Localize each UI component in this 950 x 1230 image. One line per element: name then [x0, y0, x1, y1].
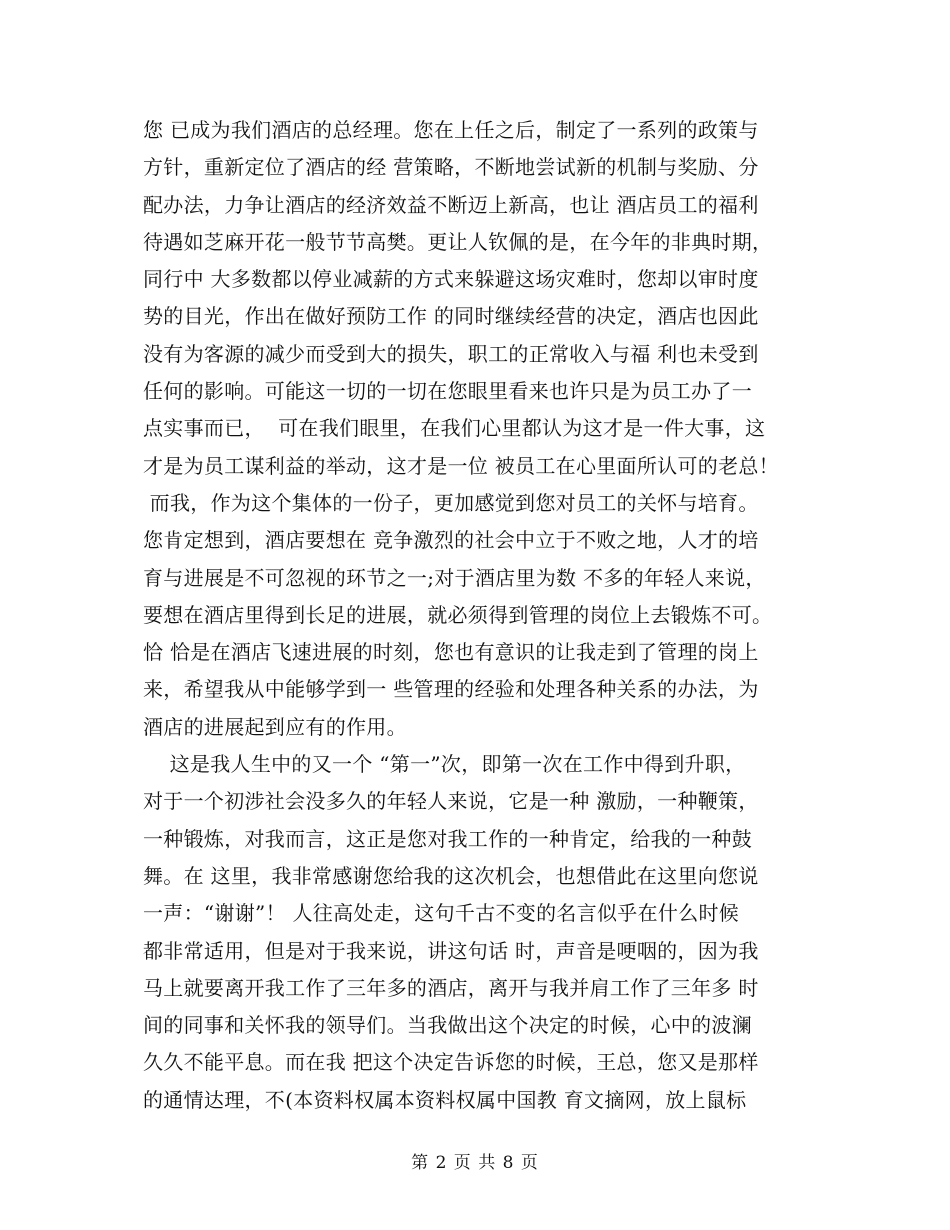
text-line: 久久不能平息。而在我 把这个决定告诉您的时候，王总，您又是那样	[143, 1050, 759, 1075]
body-text	[143, 112, 823, 1119]
text-line: 对于一个初涉社会没多久的年轻人来说，它是一种 激励，一种鞭策，	[143, 789, 759, 814]
text-line: 同行中 大多数都以停业减薪的方式来躲避这场灾难时，您却以审时度	[143, 267, 759, 292]
text-line: 待遇如芝麻开花一般节节高樊。更让人钦佩的是，在今年的非典时期，	[143, 229, 773, 254]
text-line: 配办法，力争让酒店的经济效益不断迈上新高，也让 酒店员工的福利	[143, 192, 759, 217]
text-line: 才是为员工谋利益的举动，这才是一位 被员工在心里面所认可的老总！	[143, 453, 779, 478]
text-line: 来，希望我从中能够学到一 些管理的经验和处理各种关系的办法，为	[143, 677, 759, 702]
text-line: 酒店的进展起到应有的作用。	[143, 714, 407, 739]
text-line: 这是我人生中的又一个 “第一”次，即第一次在工作中得到升职，	[143, 752, 746, 777]
text-line: 都非常适用，但是对于我来说，讲这句话 时，声音是哽咽的，因为我	[143, 938, 759, 963]
text-line: 一声：“谢谢”！ 人往高处走，这句千古不变的名言似乎在什么时候	[143, 901, 740, 926]
text-line: 马上就要离开我工作了三年多的酒店，离开与我并肩工作了三年多 时	[143, 975, 759, 1000]
text-line: 舞。在 这里，我非常感谢您给我的这次机会，也想借此在这里向您说	[143, 863, 759, 888]
text-line: 一种锻炼，对我而言，这正是您对我工作的一种肯定，给我的一种鼓	[143, 826, 752, 851]
text-line: 任何的影响。可能这一切的一切在您眼里看来也许只是为员工办了一	[143, 379, 752, 404]
text-line: 您 已成为我们酒店的总经理。您在上任之后，制定了一系列的政策与	[143, 118, 759, 142]
text-line: 而我，作为这个集体的一份子，更加感觉到您对员工的关怀与培育。	[143, 490, 759, 515]
text-line: 势的目光，作出在做好预防工作 的同时继续经营的决定，酒店也因此	[143, 304, 759, 329]
text-line: 您肯定想到，酒店要想在 竞争激烈的社会中立于不败之地，人才的培	[143, 528, 759, 553]
text-line: 育与进展是不可忽视的环节之一;对于酒店里为数 不多的年轻人来说，	[143, 565, 766, 590]
text-line: 要想在酒店里得到长足的进展，就必须得到管理的岗位上去锻炼不可。	[143, 602, 773, 627]
page-footer: 第 2 页 共 8 页	[411, 1153, 539, 1173]
text-line: 点实事而已， 可在我们眼里，在我们心里都认为这才是一件大事，这	[143, 416, 766, 441]
text-line: 恰 恰是在酒店飞速进展的时刻，您也有意识的让我走到了管理的岗上	[143, 640, 759, 665]
text-line: 的通情达理，不(本资料权属本资料权属中国教 育文摘网，放上鼠标	[143, 1087, 747, 1112]
text-line: 间的同事和关怀我的领导们。当我做出这个决定的时候，心中的波澜	[143, 1013, 752, 1038]
text-line: 没有为客源的减少而受到大的损失，职工的正常收入与福 利也未受到	[143, 341, 759, 366]
text-line: 方针，重新定位了酒店的经 营策略，不断地尝试新的机制与奖励、分	[143, 155, 759, 180]
